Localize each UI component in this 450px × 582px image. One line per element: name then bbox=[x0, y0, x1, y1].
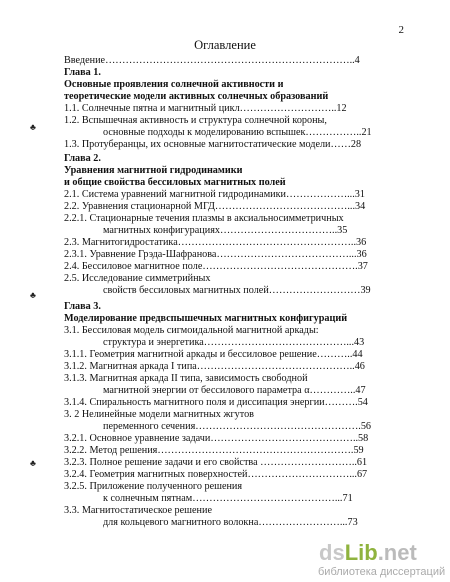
margin-mark: ♣ bbox=[30, 458, 36, 468]
toc-chapter-1-heading: Глава 1. bbox=[64, 67, 101, 78]
toc-entry: 1.1. Солнечные пятна и магнитный цикл………………………..12 bbox=[64, 103, 347, 114]
toc-entry: 3.2.1. Основное уравнение задачи……………………………………..58 bbox=[64, 433, 369, 444]
toc-entry: 3.2.4. Геометрия магнитных поверхностей…………………………...67 bbox=[64, 469, 368, 480]
page-number: 2 bbox=[398, 24, 404, 36]
toc-entry: 2.3.1. Уравнение Грэда-Шафранова…………………………………...36 bbox=[64, 249, 367, 260]
toc-chapter-1-title-line: теоретические модели активных солнечных образований bbox=[64, 91, 329, 102]
toc-entry: 3.2.5. Приложение полученного решения bbox=[64, 481, 243, 492]
toc-entry-continued: свойств бессиловых магнитных полей………………………39 bbox=[103, 285, 371, 296]
margin-mark: ♣ bbox=[30, 122, 36, 132]
toc-entry-continued: переменного сечения………………………………………….56 bbox=[103, 421, 372, 432]
watermark-ds: ds bbox=[319, 540, 345, 565]
toc-entry: 3.2.2. Метод решения………………………………………………….59 bbox=[64, 445, 364, 456]
toc-entry: 2.1. Система уравнений магнитной гидродинамики………………...31 bbox=[64, 189, 365, 200]
toc-entry-continued: к солнечным пятнам……………………………………...71 bbox=[103, 493, 353, 504]
toc-chapter-1-title-line: Основные проявления солнечной активности и bbox=[64, 79, 284, 90]
toc-chapter-3-title-line: Моделирование предвспышечных магнитных конфигураций bbox=[64, 313, 348, 324]
toc-entry: 2.5. Исследование симметрийных bbox=[64, 273, 211, 284]
toc-chapter-2-heading: Глава 2. bbox=[64, 153, 101, 164]
toc-entry-continued: магнитных конфигурациях……………………………..35 bbox=[103, 225, 348, 236]
toc-chapter-2-title-line: Уравнения магнитной гидродинамики bbox=[64, 165, 243, 176]
toc-entry: 3.1. Бессиловая модель сигмоидальной магнитной аркады: bbox=[64, 325, 319, 336]
toc-chapter-3-heading: Глава 3. bbox=[64, 301, 101, 312]
toc-entry: 2.2. Уравнения стационарной МГД…………………………………...34 bbox=[64, 201, 366, 212]
toc-entry-continued: структура и энергетика……………………………………...43 bbox=[103, 337, 365, 348]
margin-mark: ♣ bbox=[30, 290, 36, 300]
toc-entry-continued: магнитной энергии от бессилового параметра α…………..47 bbox=[103, 385, 366, 396]
toc-entry: 3.2.3. Полное решение задачи и его свойства ………………………..61 bbox=[64, 457, 368, 468]
page-title: Оглавление bbox=[194, 38, 256, 52]
toc-entry-introduction: Введение………………………………………………………………..4 bbox=[64, 55, 360, 66]
toc-entry: 3.1.3. Магнитная аркада II типа, зависимость свободной bbox=[64, 373, 308, 384]
toc-chapter-2-title-line: и общие свойства бессиловых магнитных полей bbox=[64, 177, 286, 188]
watermark-lib: Lib bbox=[344, 540, 378, 565]
toc-entry: 3.1.4. Спиральность магнитного поля и диссипация энергии……….54 bbox=[64, 397, 368, 408]
toc-entry: 3.3. Магнитостатическое решение bbox=[64, 505, 212, 516]
toc-entry: 2.3. Магнитогидростатика……………………………………………..36 bbox=[64, 237, 367, 248]
watermark-net: .net bbox=[377, 540, 417, 565]
toc-entry: 3.1.2. Магнитная аркада I типа………………………………………..46 bbox=[64, 361, 365, 372]
toc-entry: 3. 2 Нелинейные модели магнитных жгутов bbox=[64, 409, 254, 420]
toc-entry: 2.4. Бессиловое магнитное поле……………………………………….37 bbox=[64, 261, 368, 272]
watermark-subtitle: библиотека диссертаций bbox=[318, 566, 446, 578]
toc-entry: 1.3. Протуберанцы, их основные магнитостатические модели……28 bbox=[64, 139, 362, 150]
toc-entry: 2.2.1. Стационарные течения плазмы в аксиальносимметричных bbox=[64, 213, 344, 224]
toc-entry-continued: основные подходы к моделированию вспышек……………..21 bbox=[103, 127, 372, 138]
toc-entry: 1.2. Вспышечная активность и структура солнечной короны, bbox=[64, 115, 327, 126]
toc-entry-continued: для кольцевого магнитного волокна……………………...73 bbox=[103, 517, 358, 528]
toc-entry: 3.1.1. Геометрия магнитной аркады и бессиловое решение………..44 bbox=[64, 349, 363, 360]
